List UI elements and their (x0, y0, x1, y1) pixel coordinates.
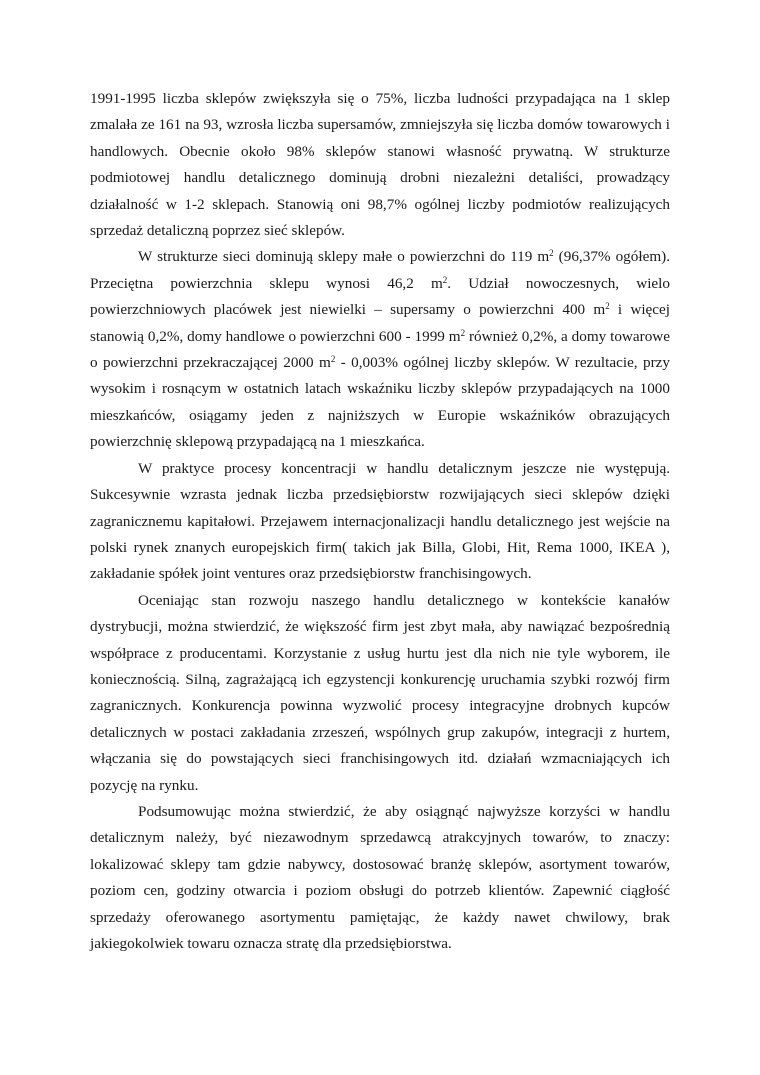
superscript: 2 (605, 301, 610, 312)
paragraph-text: - 0,003% ogólnej liczby sklepów. W rezultacie, przy wysokim i rosnącym w ostatnich latach wskaźniku liczby sklepów przypadających na 1000 mieszkańców, osiągamy jeden z najniższych w Europie wskaźników obrazujących powierzchnię sklepową przypadającą na 1 mieszkańca. (90, 354, 670, 451)
paragraph-text: 1991-1995 liczba sklepów zwiększyła się o 75%, liczba ludności przypadająca na 1 sklep zmalała ze 161 na 93, wzrosła liczba supersamów, zmniejszyła się liczba domów towarowych i handlowych. Obecnie około 98% sklepów stanowi własność prywatną. W strukturze podmiotowej handlu detalicznego dominują drobni niezależni detaliści, prowadzący działalność w 1-2 sklepach. Stanowią oni 98,7% ogólnej liczby podmiotów realizujących sprzedaż detaliczną poprzez sieć sklepów. (90, 90, 670, 240)
paragraph-text: również 0,2%, a domy towarowe o powierzchni przekraczającej 2000 m (90, 327, 670, 372)
superscript: 2 (460, 327, 466, 338)
paragraph-text: W praktyce procesy koncentracji w handlu detalicznym jeszcze nie występują. Sukcesywnie wzrasta jednak liczba przedsiębiorstw rozwijających sieci sklepów dzięki zagranicznemu kapitałowi. Przejawem internacjonalizacji handlu detalicznego jest wejście na polski rynek znanych europejskich firm( takich jak Billa, Globi, Hit, Rema 1000, IKEA ), zakładanie spółek joint ventures oraz przedsiębiorstw franchisingowych. (90, 459, 670, 583)
paragraph-2 (90, 244, 670, 455)
document-page (90, 86, 670, 957)
paragraph-1 (90, 86, 670, 244)
paragraph-text: Podsumowując można stwierdzić, że aby osiągnąć najwyższe korzyści w handlu detalicznym należy, być niezawodnym sprzedawcą atrakcyjnych towarów, to znaczy: lokalizować sklepy tam gdzie nabywcy, dostosować branżę sklepów, asortyment towarów, poziom cen, godziny otwarcia i poziom obsługi do potrzeb klientów. Zapewnić ciągłość sprzedaży oferowanego asortymentu pamiętając, że każdy nawet chwilowy, brak jakiegokolwiek towaru oznacza stratę dla przedsiębiorstwa. (90, 802, 670, 952)
paragraph-3 (90, 456, 670, 588)
superscript: 2 (330, 354, 336, 365)
paragraph-text: i więcej stanowią 0,2%, domy handlowe o powierzchni 600 - 1999 m (90, 301, 670, 345)
paragraph-text: Oceniając stan rozwoju naszego handlu detalicznego w kontekście kanałów dystrybucji, można stwierdzić, że większość firm jest zbyt mała, aby nawiązać bezpośrednią współprace z producentami. Korzystanie z usług hurtu jest dla nich nie tyle wyborem, ile koniecznością. Silną, zagrażającą ich egzystencji konkurencję uruchamia szybki rozwój firm zagranicznych. Konkurencja powinna wyzwolić procesy integracyjne drobnych kupców detalicznych w postaci zakładania zrzeszeń, wspólnych grup zakupów, integracji z hurtem, włączania się do powstających sieci franchisingowych itd. działań wzmacniających ich pozycję na rynku. (90, 591, 670, 794)
paragraph-text: W strukturze sieci dominują sklepy małe o powierzchni do 119 m (138, 248, 550, 266)
paragraph-4 (90, 588, 670, 799)
paragraph-5 (90, 799, 670, 957)
paragraph-text: . Udział nowoczesnych, wielo powierzchniowych placówek jest niewielki – supersamy o powierzchni 400 m (90, 274, 670, 319)
superscript: 2 (442, 274, 448, 285)
paragraph-text: (96,37% ogółem). Przeciętna powierzchnia sklepu wynosi 46,2 m (90, 248, 670, 292)
superscript: 2 (549, 248, 554, 259)
